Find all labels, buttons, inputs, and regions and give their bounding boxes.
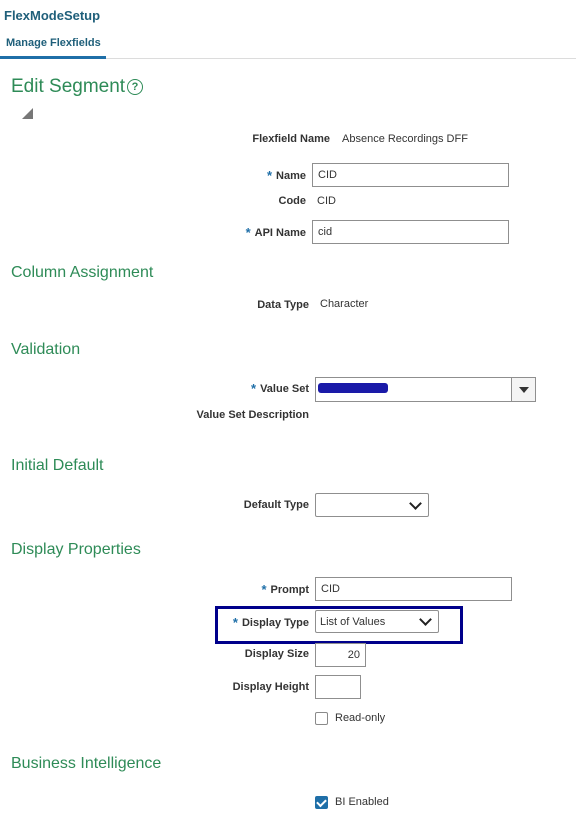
section-initial-default: Initial Default [11, 457, 104, 474]
default-type-label: Default Type [243, 499, 309, 511]
data-type-value: Character [320, 298, 369, 310]
default-type-select[interactable] [315, 493, 429, 517]
required-marker: * [261, 582, 267, 597]
section-validation: Validation [11, 341, 81, 358]
value-set-description-label: Value Set Description [196, 409, 309, 421]
read-only-checkbox[interactable] [315, 712, 328, 725]
name-input-value: CID [318, 169, 337, 181]
api-name-input-value: cid [318, 226, 333, 238]
bi-enabled-label[interactable]: BI Enabled [335, 796, 389, 808]
value-set-dropdown-button[interactable] [511, 378, 535, 401]
display-size-label: Display Size [244, 648, 309, 660]
value-set-input[interactable] [316, 378, 511, 401]
read-only-label[interactable]: Read-only [335, 712, 386, 724]
prompt-label [261, 582, 309, 597]
prompt-input-value: CID [321, 583, 340, 595]
data-type-label: Data Type [257, 299, 309, 311]
help-icon[interactable]: ? [127, 79, 143, 95]
section-display-properties: Display Properties [11, 541, 141, 558]
display-type-value: List of Values [320, 615, 386, 628]
display-type-label [233, 615, 309, 630]
dropdown-icon [519, 387, 529, 393]
code-value: CID [317, 195, 336, 207]
tab-manage-flexfields[interactable]: Manage Flexfields [6, 37, 101, 49]
required-marker: * [245, 225, 251, 240]
name-input[interactable] [312, 163, 509, 187]
display-type-select[interactable] [315, 610, 439, 633]
collapse-icon[interactable] [22, 108, 33, 119]
chevron-down-icon [409, 497, 422, 510]
required-marker: * [232, 615, 238, 630]
code-label: Code [278, 195, 306, 207]
flexfield-name-label: Flexfield Name [252, 133, 330, 145]
required-marker: * [266, 168, 273, 183]
required-marker: * [251, 381, 257, 396]
chevron-down-icon [419, 613, 432, 626]
value-set-label-text: Value Set [260, 382, 309, 395]
redaction-mark [318, 383, 388, 393]
prompt-label-text: Prompt [270, 583, 309, 596]
app-title: FlexModeSetup [4, 8, 101, 23]
section-column-assignment: Column Assignment [11, 264, 154, 281]
display-height-input[interactable] [315, 675, 361, 699]
bi-enabled-checkbox[interactable] [315, 796, 328, 809]
value-set-label [251, 381, 309, 396]
name-label-text: Name [276, 169, 306, 182]
api-name-input[interactable] [312, 220, 509, 244]
value-set-combobox[interactable] [315, 377, 536, 402]
name-label [267, 168, 306, 183]
prompt-input[interactable] [315, 577, 512, 601]
api-name-label [246, 225, 306, 240]
tab-active-indicator [0, 56, 106, 59]
section-business-intelligence: Business Intelligence [11, 755, 162, 772]
api-name-label-text: API Name [254, 226, 306, 239]
display-size-value: 20 [347, 649, 360, 661]
display-height-label: Display Height [232, 681, 309, 693]
flexfield-name-value: Absence Recordings DFF [342, 133, 468, 145]
display-type-label-text: Display Type [241, 616, 309, 629]
page-title: Edit Segment [11, 76, 126, 97]
display-size-input[interactable] [315, 643, 366, 667]
